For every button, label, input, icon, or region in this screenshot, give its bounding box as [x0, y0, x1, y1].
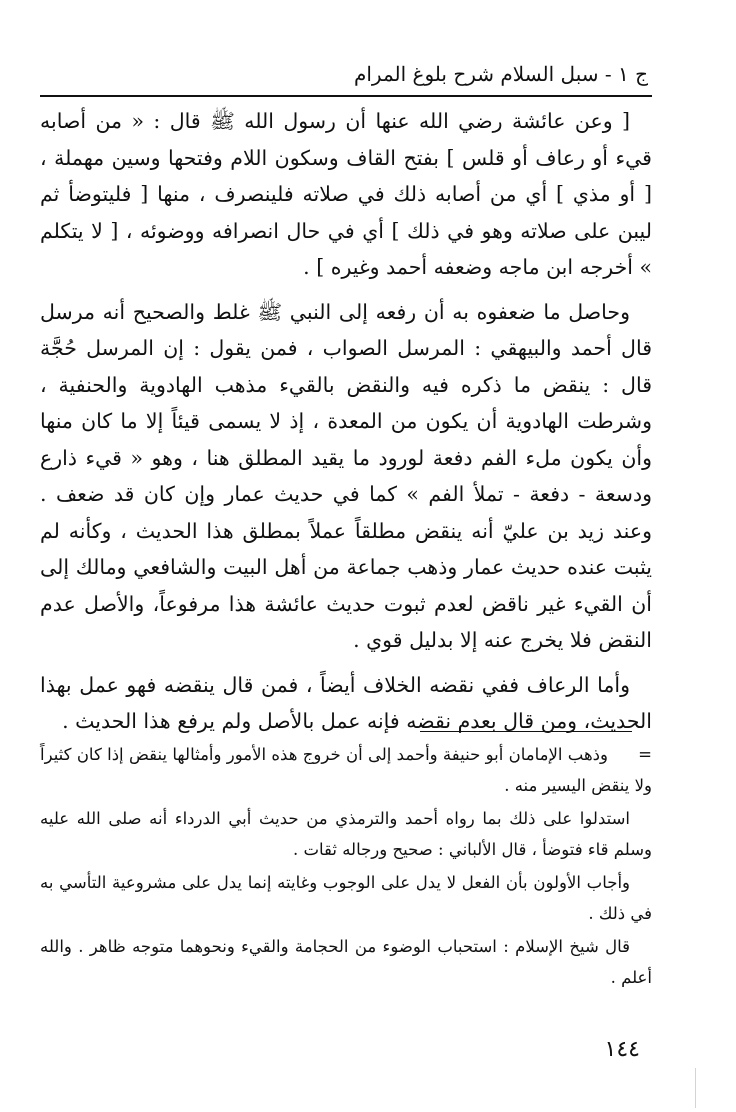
footnote-rule [420, 731, 632, 732]
continuation-marker: = [638, 745, 652, 764]
running-head: ج ١ - سبل السلام شرح بلوغ المرام [353, 62, 648, 86]
footnote-continuation-text: وذهب الإمامان أبو حنيفة وأحمد إلى أن خروج هذه الأمور وأمثالها ينقض إذا كان كثيراً ولا ينقض اليسير منه . [40, 745, 652, 795]
footnote-item: استدلوا على ذلك بما رواه أحمد والترمذي من حديث أبي الدرداء أنه صلى الله عليه وسلم قاء فتوضأ ، قال الألباني : صحيح ورجاله ثقات . [40, 809, 652, 859]
footnote-item: وأجاب الأولون بأن الفعل لا يدل على الوجوب وغايته إنما يدل على مشروعية التأسي به في ذلك . [40, 873, 652, 923]
footnotes [40, 740, 652, 996]
paragraph-hadith: [ وعن عائشة رضي الله عنها أن رسول الله ﷺ قال : « من أصابه قيء أو رعاف أو قلس ] بفتح القاف وسكون اللام وفتحها وسين مهملة ، [ أو مذي ] أي من أصابه ذلك في صلاته فلينصرف ، منها [ فليتوضأ ثم ليبن على صلاته وهو في ذلك ] أي في حال انصرافه ووضوئه ، [ لا يتكلم » أخرجه ابن ماجه وضعفه أحمد وغيره ] . [40, 109, 652, 279]
scan-edge-mark [695, 1068, 696, 1108]
paragraph-nosebleed: وأما الرعاف ففي نقضه الخلاف أيضاً ، فمن قال ينقضه فهو عمل بهذا الحديث، ومن قال بعدم نقضه فإنه عمل بالأصل ولم يرفع هذا الحديث . [40, 672, 652, 733]
footnote-continuation [40, 740, 652, 801]
page-number: ١٤٤ [604, 1037, 640, 1062]
paragraph-commentary: وحاصل ما ضعفوه به أن رفعه إلى النبي ﷺ غلط والصحيح أنه مرسل قال أحمد والبيهقي : المرسل الصواب ، فمن يقول : إن المرسل حُجَّة قال : ينقض ما ذكره فيه والنقض بالقيء مذهب الهادوية والحنفية ، وشرطت الهادوية أن يكون من المعدة ، إذ لا يسمى قيئاً إلا ما كان منها وأن يكون ملء الفم دفعة لورود ما يقيد المطلق هنا ، وهو « قيء ذارع ودسعة - دفعة - تملأ الفم » كما في حديث عمار وإن كان قد ضعف . وعند زيد بن عليّ أنه ينقض مطلقاً عملاً بمطلق هذا الحديث ، وكأنه لم يثبت عنده حديث عمار وذهب جماعة من أهل البيت والشافعي ومالك إلى أن القيء غير ناقض لعدم ثبوت حديث عائشة هذا مرفوعاً، والأصل عدم النقض فلا يخرج عنه إلا بدليل قوي . [40, 299, 652, 652]
main-text [40, 103, 652, 740]
footnote-item: قال شيخ الإسلام : استحباب الوضوء من الحجامة والقيء ونحوهما متوجه ظاهر . والله أعلم . [40, 937, 652, 987]
header-rule [40, 95, 652, 97]
